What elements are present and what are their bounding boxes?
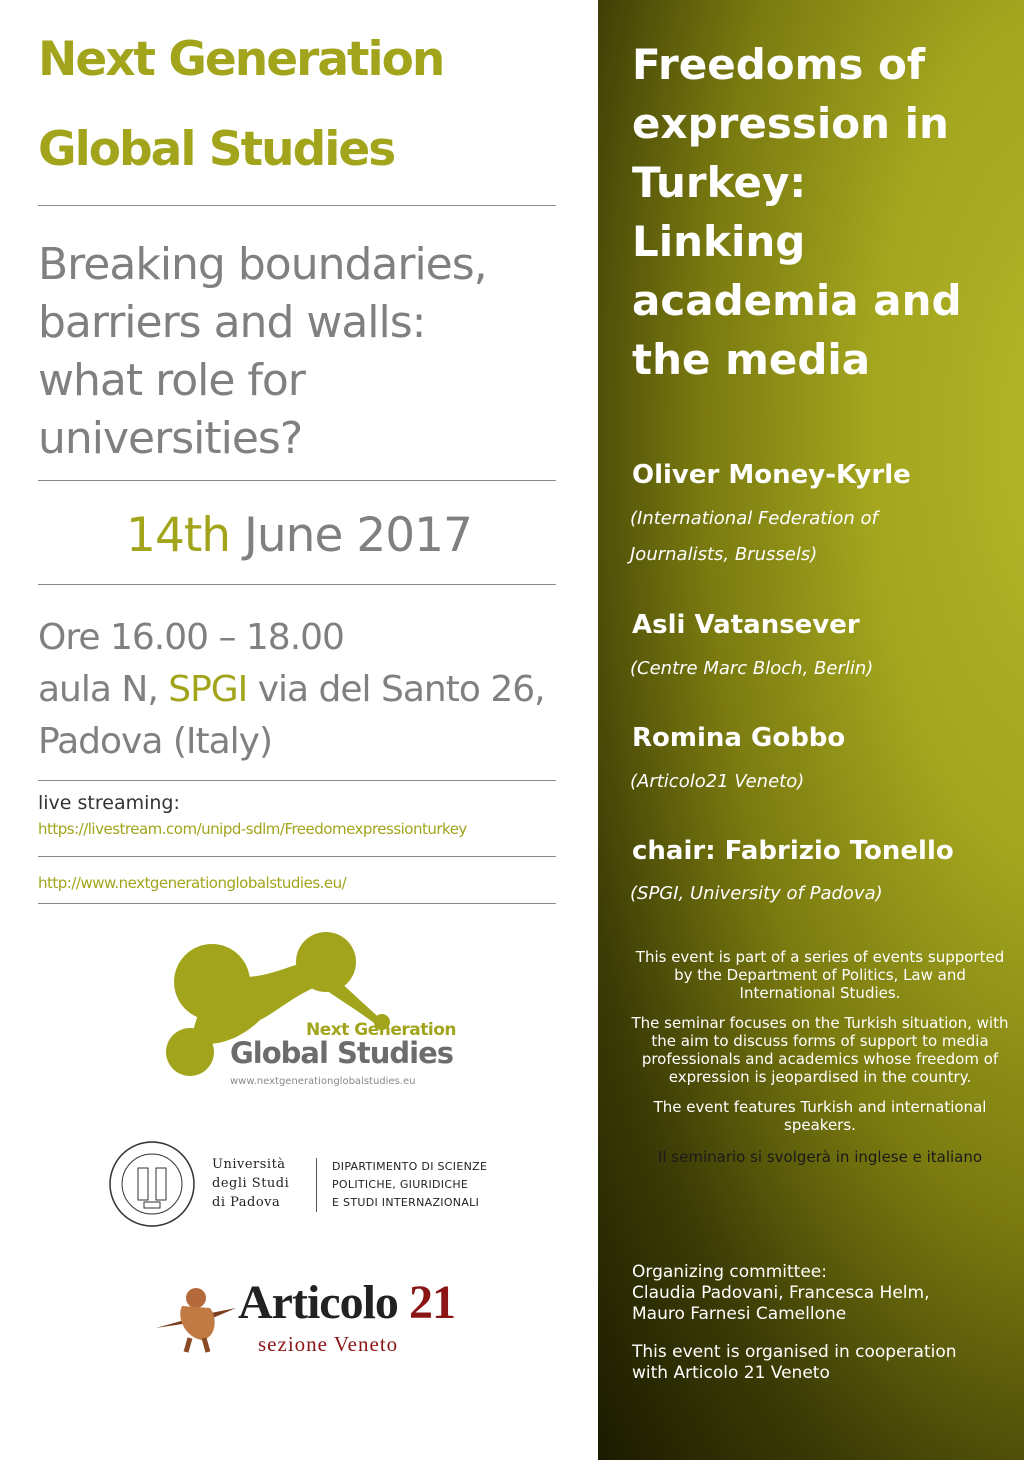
speaker-name: Oliver Money-Kyrle (632, 460, 911, 490)
subtitle-line: barriers and walls: (38, 297, 426, 348)
university-name (212, 1155, 289, 1212)
event-city: Padova (Italy) (38, 721, 273, 762)
title-line: the media (632, 335, 871, 384)
title-line: Linking (632, 217, 806, 266)
description-paragraph: This event is part of a series of events supported by the Department of Politics, Law and International Studies. (635, 948, 1005, 1002)
streaming-label: live streaming: (38, 792, 180, 814)
divider (38, 205, 556, 206)
title-line: Freedoms of (632, 40, 926, 89)
ngs-logo-line2: Global Studies (230, 1036, 454, 1070)
divider (38, 780, 556, 781)
articolo21-section: sezione Veneto (258, 1332, 399, 1356)
university-seal-icon (108, 1140, 196, 1228)
articolo21-figure-icon (146, 1268, 242, 1356)
description-paragraph: The seminar focuses on the Turkish situation, with the aim to discuss forms of support to media professionals and academics whose freedom of expression is jeopardised in the country. (631, 1014, 1009, 1086)
department-line: E STUDI INTERNAZIONALI (332, 1196, 480, 1209)
university-name-line: Università (212, 1157, 286, 1172)
venue-spgi: SPGI (168, 669, 248, 710)
website-link[interactable]: http://www.nextgenerationglobalstudies.eu/ (38, 874, 347, 892)
divider (38, 856, 556, 857)
cooperation-line: with Articolo 21 Veneto (632, 1363, 830, 1383)
event-time: Ore 16.00 – 18.00 (38, 617, 344, 658)
university-name-line: di Padova (212, 1195, 281, 1210)
ngs-logo-line1: Next Generation (306, 1020, 456, 1040)
subtitle-line: universities? (38, 413, 303, 464)
brand-title-line1: Next Generation (38, 32, 444, 87)
subtitle-line: what role for (38, 355, 305, 406)
university-divider (316, 1158, 317, 1212)
ngs-logo-url: www.nextgenerationglobalstudies.eu (230, 1076, 416, 1087)
organizing-committee (632, 1262, 929, 1325)
event-subtitle (38, 236, 578, 468)
event-description (630, 948, 1010, 1178)
articolo-number: 21 (408, 1276, 455, 1329)
title-line: expression in (632, 99, 949, 148)
speaker-affiliation: (Articolo21 Veneto) (630, 771, 805, 792)
brand-title-line2: Global Studies (38, 122, 395, 177)
chair-name: chair: Fabrizio Tonello (632, 836, 954, 866)
cooperation-note (632, 1342, 957, 1384)
title-line: academia and (632, 276, 962, 325)
title-line: Turkey: (632, 158, 807, 207)
department-name (332, 1158, 487, 1212)
date-month-year: June 2017 (244, 508, 472, 563)
divider (38, 903, 556, 904)
organizing-line: Claudia Padovani, Francesca Helm, (632, 1283, 930, 1303)
organizing-line: Mauro Farnesi Camellone (632, 1304, 847, 1324)
date-day: 14th (126, 508, 231, 563)
venue-room: aula N, (38, 669, 158, 710)
event-venue (38, 664, 545, 716)
venue-street: via del Santo 26, (257, 669, 545, 710)
divider (38, 584, 556, 585)
articolo-name: Articolo (238, 1276, 398, 1329)
description-paragraph: The event features Turkish and international speakers. (653, 1098, 987, 1134)
speaker-affiliation: Journalists, Brussels) (630, 544, 818, 565)
seminar-title (632, 35, 1002, 389)
speaker-affiliation: (International Federation of (630, 508, 878, 529)
articolo21-wordmark (238, 1278, 455, 1328)
speaker-affiliation: (Centre Marc Bloch, Berlin) (630, 658, 874, 679)
department-line: POLITICHE, GIURIDICHE (332, 1178, 469, 1191)
divider (38, 480, 556, 481)
language-note: Il seminario si svolgerà in inglese e italiano (657, 1148, 983, 1166)
chair-affiliation: (SPGI, University of Padova) (630, 883, 883, 904)
subtitle-line: Breaking boundaries, (38, 239, 487, 290)
university-name-line: degli Studi (212, 1176, 290, 1191)
event-time-venue (38, 612, 545, 768)
cooperation-line: This event is organised in cooperation (632, 1342, 957, 1362)
ngs-molecule-logo-icon (140, 930, 470, 1100)
organizing-label: Organizing committee: (632, 1262, 827, 1282)
department-line: DIPARTIMENTO DI SCIENZE (332, 1160, 488, 1173)
streaming-link[interactable]: https://livestream.com/unipd-sdlm/Freedomexpressionturkey (38, 820, 467, 838)
speaker-name: Romina Gobbo (632, 723, 846, 753)
event-date (0, 508, 598, 564)
speaker-name: Asli Vatansever (632, 610, 860, 640)
